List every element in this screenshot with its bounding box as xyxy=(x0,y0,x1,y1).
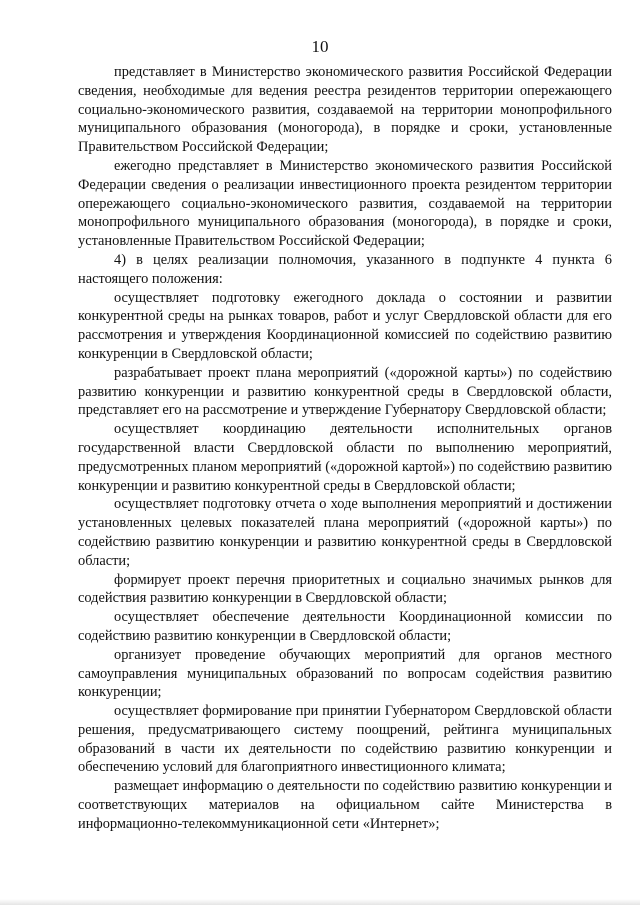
paragraph-investproekt-svedeniya: ежегодно представляет в Министерство экономического развития Российской Федерации сведения о реализации инвестиционного проекта резидентом территории опережающего социально-экономического развития, создаваемой на территории монопрофильного муниципального образования (моногорода), в порядке и сроки, установленные Правительством Российской Федерации; xyxy=(78,157,612,250)
paragraph-commission-support: осуществляет обеспечение деятельности Координационной комиссии по содействию развитию конкуренции в Свердловской области; xyxy=(78,609,612,644)
paragraph-roadmap-draft: разрабатывает проект плана мероприятий («дорожной карты») по содействию развитию конкуренции и развитию конкурентной среды в Свердловской области, представляет его на рассмотрение и утверждение Губернатору Свердловской области; xyxy=(78,364,612,419)
paragraph-website-info: размещает информацию о деятельности по содействию развитию конкуренции и соответствующих материалов на официальном сайте Министерства в информационно-телекоммуникационной сети «Интернет»; xyxy=(78,778,612,832)
paragraph-subpoint-4: 4) в целях реализации полномочия, указанного в подпункте 4 пункта 6 настоящего положения: xyxy=(78,251,612,287)
paragraph-coordination: осуществляет координацию деятельности исполнительных органов государственной власти Свердловской области по выполнению мероприятий, предусмотренных планом мероприятий («дорожной картой») по содействию развитию конкуренции и развитию конкурентной среды в Свердловской области; xyxy=(78,421,612,494)
paragraph-training-events: организует проведение обучающих мероприятий для органов местного самоуправления муниципальных образований по вопросам содействия развитию конкуренции; xyxy=(78,646,612,701)
scan-bottom-edge xyxy=(0,899,640,905)
page-number: 10 xyxy=(311,37,329,56)
paragraph-priority-markets: формирует проект перечня приоритетных и социально значимых рынков для содействия развитию конкуренции в Свердловской области; xyxy=(78,571,612,607)
paragraph-municipal-rating: осуществляет формирование при принятии Губернатором Свердловской области решения, предусматривающего систему поощрений, рейтинга муниципальных образований в части их деятельности по содействию развитию конкуренции и обеспечению условий для благоприятного инвестиционного климата; xyxy=(78,703,612,776)
document-body xyxy=(78,63,612,834)
paragraph-reestr-svedeniya: представляет в Министерство экономического развития Российской Федерации сведения, необходимые для ведения реестра резидентов территории опережающего социально-экономического развития, создаваемой на территории монопрофильного муниципального образования (моногорода), в порядке и сроки, установленные Правительством Российской Федерации; xyxy=(78,64,612,156)
paragraph-annual-report: осуществляет подготовку ежегодного доклада о состоянии и развитии конкурентной среды на рынках товаров, работ и услуг Свердловской области для его рассмотрения и утверждения Координационной комиссией по содействию развитию конкуренции в Свердловской области; xyxy=(78,289,612,362)
paragraph-progress-report: осуществляет подготовку отчета о ходе выполнения мероприятий и достижении установленных целевых показателей плана мероприятий («дорожной карты») по содействию развитию конкуренции и развитию конкурентной среды в Свердловской области; xyxy=(78,496,612,569)
